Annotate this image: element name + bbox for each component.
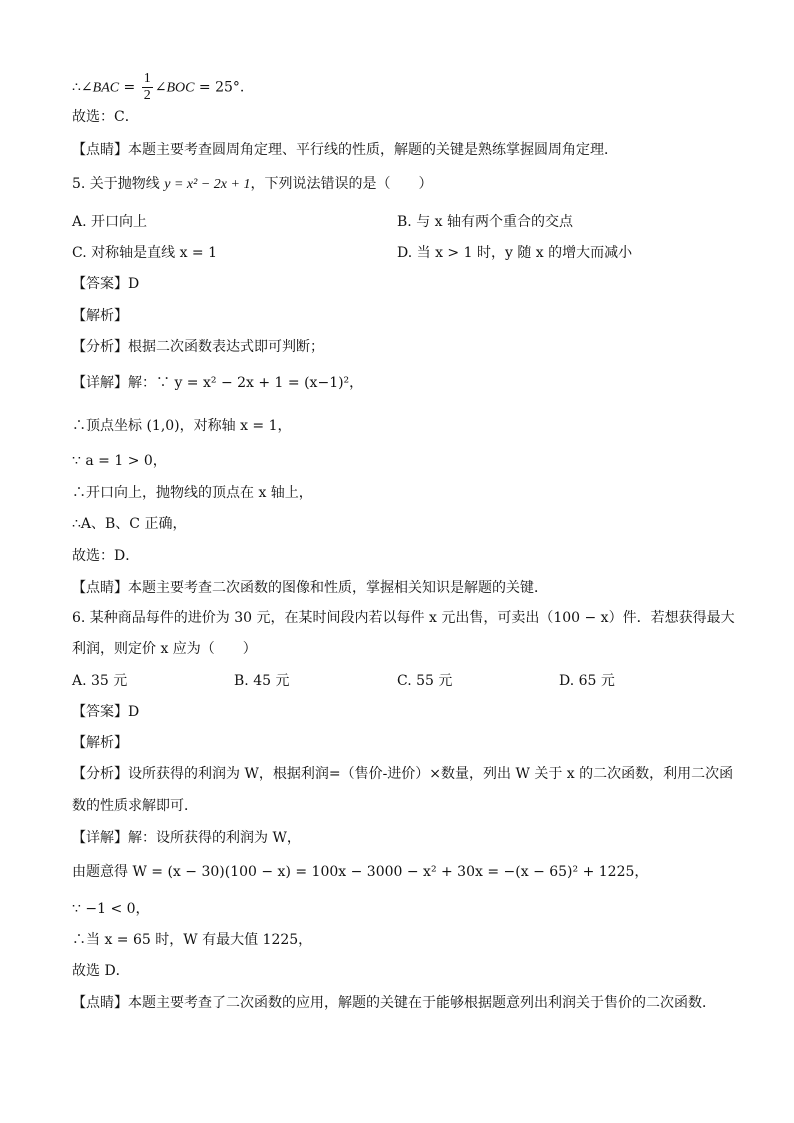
q5-open-up: ∴开口向上，抛物线的顶点在 x 轴上， (72, 485, 313, 501)
q5-abc-correct: ∴A、B、C 正确， (72, 516, 187, 532)
q5-stem (72, 174, 432, 195)
q5-option-b: B. 与 x 轴有两个重合的交点 (397, 214, 573, 230)
therefore-angle-symbol: ∴∠ (72, 79, 93, 96)
equals-sign: = (119, 79, 140, 96)
angle-symbol: ∠ (154, 79, 167, 96)
q5-stem-question: ，下列说法错误的是（ ） (250, 176, 433, 192)
q6-fenxi-line2: 数的性质求解即可． (72, 798, 198, 814)
q5-comment: 【点睛】本题主要考查二次函数的图像和性质，掌握相关知识是解题的关键． (72, 580, 548, 596)
q6-comment: 【点睛】本题主要考查了二次函数的应用，解题的关键在于能够根据题意列出利润关于售价的二次函数． (72, 995, 716, 1011)
q6-negative: ∵ −1 < 0， (72, 901, 150, 917)
q6-fenxi-line1: 【分析】设所获得的利润为 W，根据利润=（售价-进价）×数量，列出 W 关于 x 的二次函数，利用二次函 (72, 766, 734, 782)
angle-boc-label: BOC (166, 80, 195, 96)
q4-choice: 故选：C． (72, 109, 139, 125)
q6-answer: 【答案】D (72, 704, 140, 720)
angle-value: = 25° (194, 79, 240, 96)
fraction-numerator: 1 (143, 71, 151, 86)
q6-xiangjie: 【详解】解：设所获得的利润为 W， (72, 830, 301, 846)
q5-option-c: C. 对称轴是直线 x = 1 (72, 245, 217, 261)
q5-a-positive: ∵ a = 1 > 0， (72, 453, 167, 469)
fraction-denominator: 2 (143, 88, 151, 103)
fraction-one-half (142, 71, 153, 104)
q4-comment: 【点睛】本题主要考查圆周角定理、平行线的性质，解题的关键是熟练掌握圆周角定理． (72, 142, 618, 158)
q5-vertex: ∴顶点坐标 (1,0)，对称轴 x = 1， (72, 418, 292, 434)
q5-choice: 故选：D． (72, 548, 140, 564)
q6-option-a: A. 35 元 (72, 673, 128, 689)
q6-analysis-tag: 【解析】 (72, 735, 128, 751)
q5-fenxi: 【分析】根据二次函数表达式即可判断； (72, 339, 324, 355)
q5-answer: 【答案】D (72, 276, 140, 292)
q5-stem-text: 5. 关于抛物线 (72, 176, 165, 192)
q5-analysis-tag: 【解析】 (72, 308, 128, 324)
q5-xiangjie: 【详解】解：∵ y = x² − 2x + 1 = (x−1)²， (72, 375, 364, 391)
q6-maximum: ∴当 x = 65 时，W 有最大值 1225， (72, 932, 313, 948)
angle-bac-label: BAC (92, 80, 120, 96)
q6-stem-line2: 利润，则定价 x 应为（ ） (72, 641, 257, 657)
q6-choice: 故选 D． (72, 963, 130, 979)
q6-option-c: C. 55 元 (397, 673, 453, 689)
line-end-period: . (239, 79, 245, 96)
q5-option-a: A. 开口向上 (72, 214, 148, 230)
q5-stem-formula: y = x² − 2x + 1 (164, 177, 251, 192)
q6-stem-line1: 6. 某种商品每件的进价为 30 元，在某时间段内若以每件 x 元出售，可卖出（100 − x）件．若想获得最大 (72, 610, 735, 626)
q6-option-d: D. 65 元 (559, 673, 615, 689)
q6-equation: 由题意得 W = (x − 30)(100 − x) = 100x − 3000 − x² + 30x = −(x − 65)² + 1225， (72, 864, 649, 880)
q4-conclusion-line (72, 71, 244, 104)
q6-option-b: B. 45 元 (234, 673, 290, 689)
q5-option-d: D. 当 x > 1 时，y 随 x 的增大而减小 (397, 245, 633, 261)
